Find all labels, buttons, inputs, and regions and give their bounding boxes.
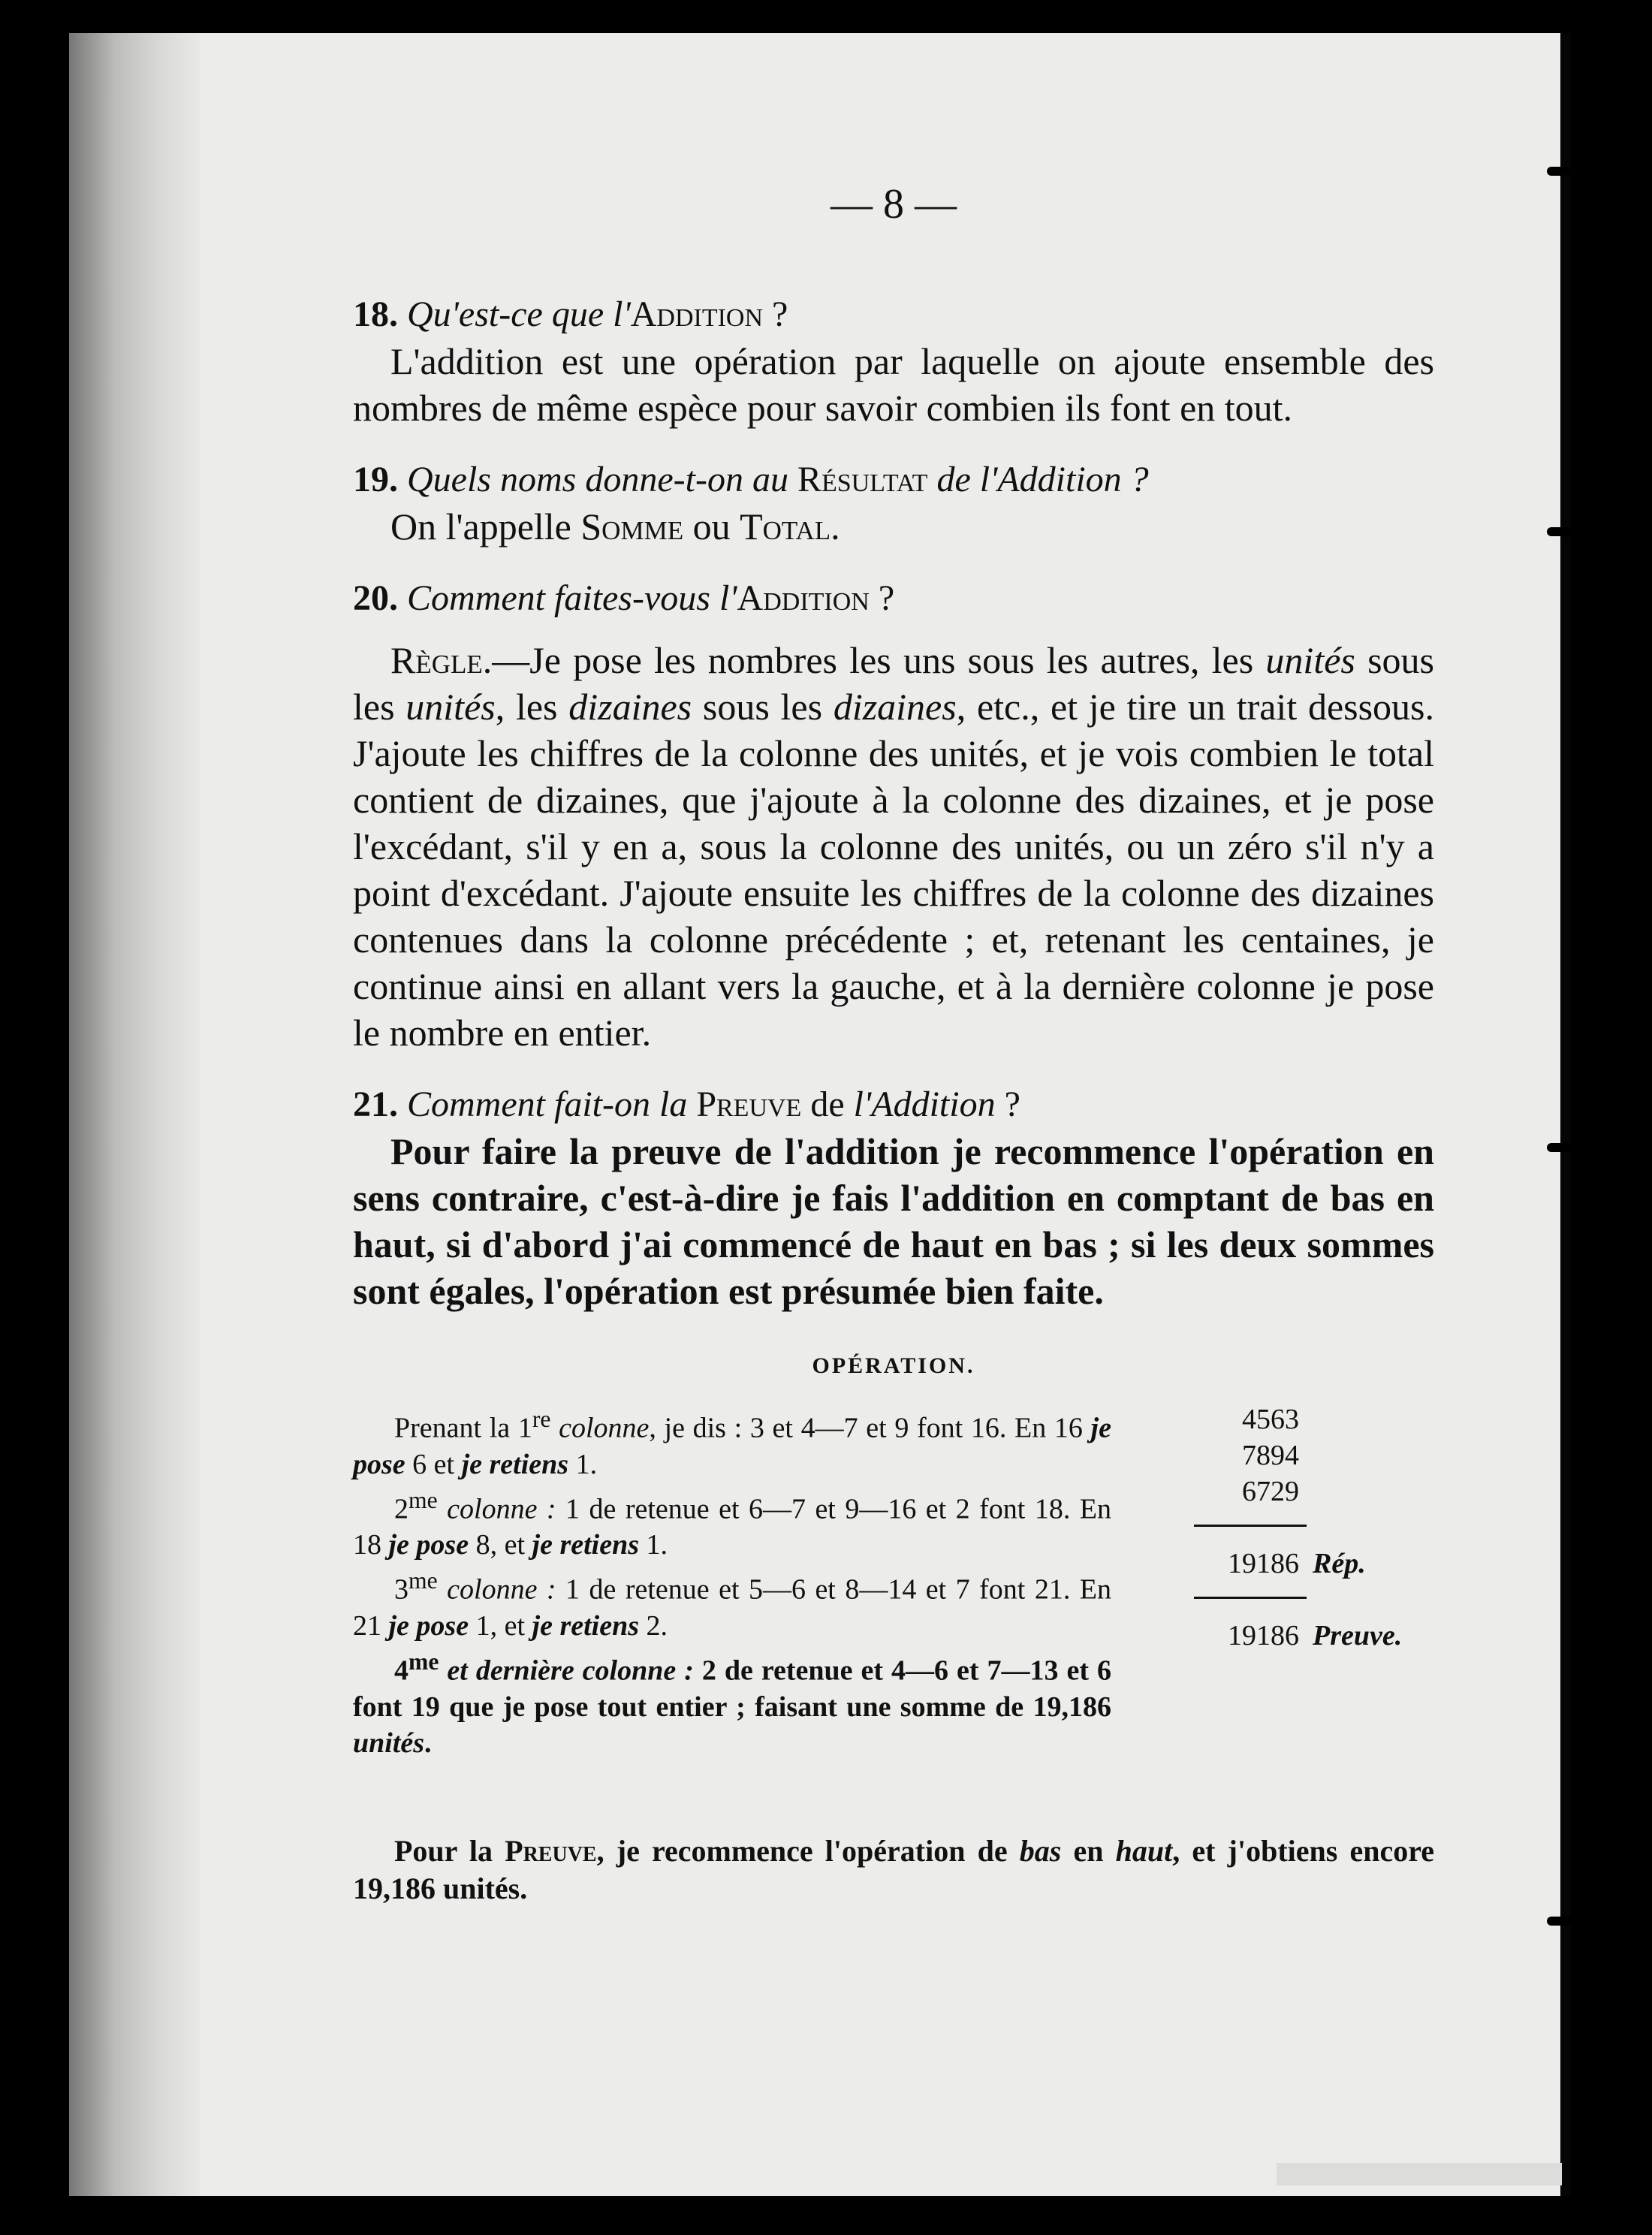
answer-19 xyxy=(353,503,1434,550)
rule-italic: unités xyxy=(1265,639,1355,681)
op-text: 2. xyxy=(639,1609,668,1642)
final-italic: haut xyxy=(1115,1834,1173,1868)
op-sup: me xyxy=(408,1567,438,1594)
op-text: 1 de retenue et 6—7 et 9—16 et 2 font 18. En 18 xyxy=(353,1493,1111,1561)
binding-stitch xyxy=(1547,1917,1584,1926)
op-sup: me xyxy=(408,1486,438,1513)
question-term: Preuve xyxy=(696,1084,802,1124)
operation-explanation xyxy=(353,1401,1111,1761)
op-text: , je dis : 3 et 4—7 et 9 font 16. En 16 xyxy=(649,1412,1091,1444)
question-text: de xyxy=(801,1084,854,1124)
op-text: 2 de retenue et 4—6 et 7—13 et 6 font 19 que je pose tout entier ; faisant une somme de 19,186 xyxy=(353,1654,1111,1723)
final-paragraph xyxy=(353,1832,1434,1908)
addend-row xyxy=(1194,1437,1434,1473)
answer-18: L'addition est une opération par laquelle on ajoute ensemble des nombres de même espèce pour savoir combien ils font en tout. xyxy=(353,340,1434,429)
op-text: 1. xyxy=(568,1448,598,1480)
question-21 xyxy=(353,1081,1434,1128)
binding-stitch xyxy=(1547,1143,1584,1152)
answer-text: . xyxy=(831,505,840,547)
question-end: ? xyxy=(995,1084,1020,1124)
op-italic: je retiens xyxy=(461,1448,569,1480)
addend-row xyxy=(1194,1401,1434,1437)
question-18 xyxy=(353,291,1434,338)
term-somme: Somme xyxy=(580,505,684,547)
proof-line xyxy=(1194,1597,1307,1599)
question-term: Addition xyxy=(737,578,870,618)
op-text: 1, et xyxy=(469,1609,532,1642)
op-italic: je pose xyxy=(388,1529,469,1561)
answer-text: ou xyxy=(683,505,740,547)
question-text-2: de l'Addition ? xyxy=(927,460,1149,499)
question-text: Comment faites-vous l' xyxy=(407,578,737,618)
question-text: Quels noms donne-t-on au xyxy=(407,460,797,499)
operation-line-2 xyxy=(353,1482,1111,1564)
op-italic: colonne : xyxy=(437,1573,556,1606)
operation-line-1 xyxy=(353,1401,1111,1482)
op-text: 8, et xyxy=(469,1529,532,1561)
question-20 xyxy=(353,575,1434,622)
page-content xyxy=(353,180,1434,1908)
operation-block xyxy=(353,1401,1434,1822)
operation-line-4 xyxy=(353,1644,1111,1761)
question-end: ? xyxy=(869,578,895,618)
binding-stitch xyxy=(1547,167,1584,176)
rule-text: Je pose les nombres les uns sous les autres, les xyxy=(529,639,1266,681)
operation-title: OPÉRATION. xyxy=(812,1353,975,1378)
sum-line-row xyxy=(1194,1510,1434,1546)
op-italic: je retiens xyxy=(532,1529,639,1561)
term-total: Total xyxy=(740,505,831,547)
rule-dash: .— xyxy=(482,639,530,681)
answer-21: Pour faire la preuve de l'addition je recommence l'opération en sens contraire, c'est-à-dire je fais l'addition en comptant de bas en haut, si d'abord j'ai commencé de haut en bas ; si les deux sommes sont égales, l'opération est présumée bien faite. xyxy=(353,1130,1434,1312)
addend-2: 7894 xyxy=(1242,1440,1299,1471)
final-span: , je recommence l'opération de xyxy=(596,1834,1020,1868)
final-span: en xyxy=(1061,1834,1116,1868)
final-span: Pour la xyxy=(394,1834,505,1868)
proof-label: Preuve. xyxy=(1313,1620,1403,1651)
addend-1: 4563 xyxy=(1242,1404,1299,1435)
question-end: ? xyxy=(763,294,788,334)
final-italic: bas xyxy=(1019,1834,1062,1868)
op-italic: colonne xyxy=(550,1412,650,1444)
op-text: 4 xyxy=(394,1654,408,1687)
question-number: 20. xyxy=(353,578,398,618)
op-sup: me xyxy=(408,1648,439,1675)
op-text: . xyxy=(424,1727,432,1759)
op-text: 1 de retenue et 5—6 et 8—14 et 7 font 21. En 21 xyxy=(353,1573,1111,1642)
question-19 xyxy=(353,457,1434,503)
question-italic: l'Addition xyxy=(853,1084,996,1124)
op-italic: unités xyxy=(353,1727,425,1759)
rule-italic: unités xyxy=(405,686,496,728)
page-number: — 8 — xyxy=(831,181,957,228)
question-term: Addition xyxy=(630,294,764,334)
operation-sum xyxy=(1194,1401,1434,1654)
rule-italic: dizaines xyxy=(833,686,957,728)
proof-line-row xyxy=(1194,1582,1434,1618)
op-sup: re xyxy=(532,1406,551,1432)
question-term: Résultat xyxy=(797,460,928,499)
question-number: 19. xyxy=(353,460,398,499)
question-text: Comment fait-on la xyxy=(407,1084,697,1124)
answer-text: On l'appelle xyxy=(390,505,581,547)
op-italic: colonne : xyxy=(437,1493,556,1525)
question-text: Qu'est-ce que l' xyxy=(407,294,631,334)
addend-row xyxy=(1194,1473,1434,1510)
rule-text: sous les xyxy=(353,639,1434,728)
result-value: 19186 xyxy=(1228,1548,1299,1579)
rule-text: sous les xyxy=(692,686,834,728)
op-text: Prenant la 1 xyxy=(394,1412,532,1444)
rule-paragraph xyxy=(353,637,1434,1056)
op-italic: je pose xyxy=(388,1609,469,1642)
rule-text: , etc., et je tire un trait dessous. J'ajoute les chiffres de la colonne des unités, et je vois combien le total contient de dizaines, que j'ajoute à la colonne des dizaines, et je pose l'excédant, s'il y en a, sous la colonne des unités, ou un zéro s'il n'y a point d'excédant. J'ajoute ensuite les chiffres de la colonne des dizaines contenues dans la colonne précédente ; et, retenant les centaines, je continue ainsi en allant vers la gauche, et à la dernière colonne je pose le nombre en entier. xyxy=(353,686,1435,1054)
result-row xyxy=(1194,1546,1434,1582)
op-text: 2 xyxy=(394,1493,408,1525)
page-edge-line xyxy=(1560,33,1571,2196)
rule-text: , les xyxy=(495,686,569,728)
rule-italic: dizaines xyxy=(568,686,692,728)
final-text xyxy=(353,1832,1434,1908)
rule-label: Règle xyxy=(390,639,483,681)
addend-3: 6729 xyxy=(1242,1476,1299,1507)
proof-value: 19186 xyxy=(1228,1620,1299,1651)
question-number: 18. xyxy=(353,294,398,334)
final-term: Preuve xyxy=(505,1834,597,1868)
question-number: 21. xyxy=(353,1084,398,1124)
final-span: , et j'obtiens encore 19,186 unités. xyxy=(353,1834,1435,1905)
sum-line xyxy=(1194,1525,1307,1527)
result-label: Rép. xyxy=(1313,1548,1366,1579)
op-text: 1. xyxy=(639,1529,668,1561)
proof-row xyxy=(1194,1618,1434,1654)
op-italic: et dernière colonne : xyxy=(439,1654,694,1687)
page-gutter xyxy=(69,33,200,2196)
binding-stitch xyxy=(1547,527,1584,536)
op-italic: je pose xyxy=(353,1412,1111,1480)
op-italic: je retiens xyxy=(532,1609,639,1642)
page-bottom-edge xyxy=(1277,2163,1562,2185)
operation-line-3 xyxy=(353,1563,1111,1644)
op-text: 6 et xyxy=(405,1448,462,1480)
op-text: 3 xyxy=(394,1573,408,1606)
